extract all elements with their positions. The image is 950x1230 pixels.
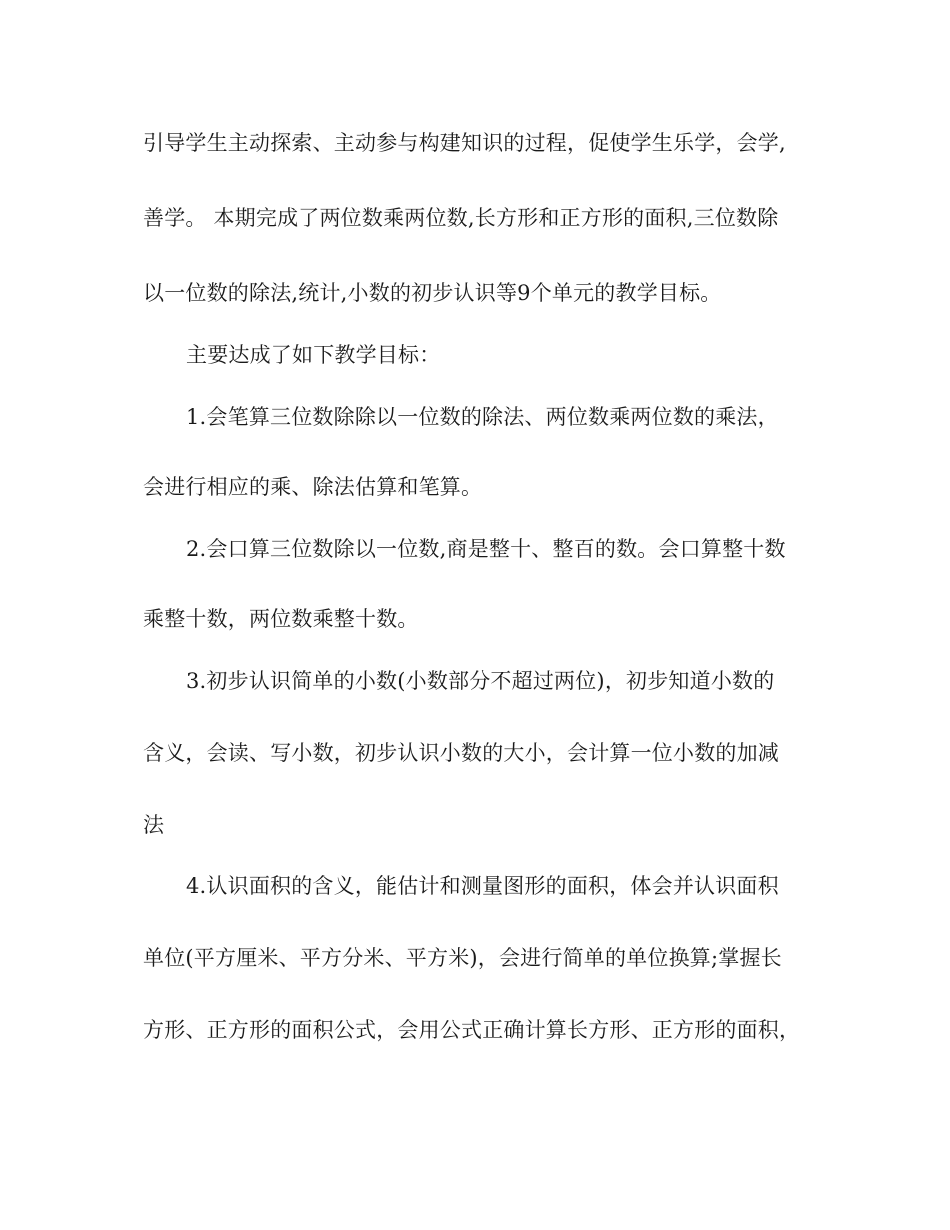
text-line: 1.会笔算三位数除除以一位数的除法、两位数乘两位数的乘法， bbox=[186, 405, 779, 429]
text-line: 法 bbox=[143, 813, 165, 837]
text-line: 善学。 本期完成了两位数乘两位数,长方形和正方形的面积,三位数除 bbox=[143, 206, 779, 230]
text-line: 乘整十数，两位数乘整十数。 bbox=[143, 607, 419, 631]
text-line: 主要达成了如下教学目标： bbox=[186, 343, 441, 367]
text-line: 4.认识面积的含义，能估计和测量图形的面积，体会并认识面积 bbox=[186, 874, 779, 898]
text-line: 方形、正方形的面积公式，会用公式正确计算长方形、正方形的面积， bbox=[143, 1018, 801, 1042]
text-line: 含义，会读、写小数，初步认识小数的大小，会计算一位小数的加减 bbox=[143, 741, 779, 765]
text-line: 引导学生主动探索、主动参与构建知识的过程，促使学生乐学，会学, bbox=[143, 131, 786, 155]
text-line: 以一位数的除法,统计,小数的初步认识等9个单元的教学目标。 bbox=[143, 281, 722, 305]
text-line: 3.初步认识简单的小数(小数部分不超过两位)，初步知道小数的 bbox=[186, 669, 775, 693]
text-line: 2.会口算三位数除以一位数,商是整十、整百的数。会口算整十数 bbox=[186, 537, 786, 561]
text-line: 会进行相应的乘、除法估算和笔算。 bbox=[143, 475, 483, 499]
text-line: 单位(平方厘米、平方分米、平方米)，会进行简单的单位换算;掌握长 bbox=[143, 946, 782, 970]
